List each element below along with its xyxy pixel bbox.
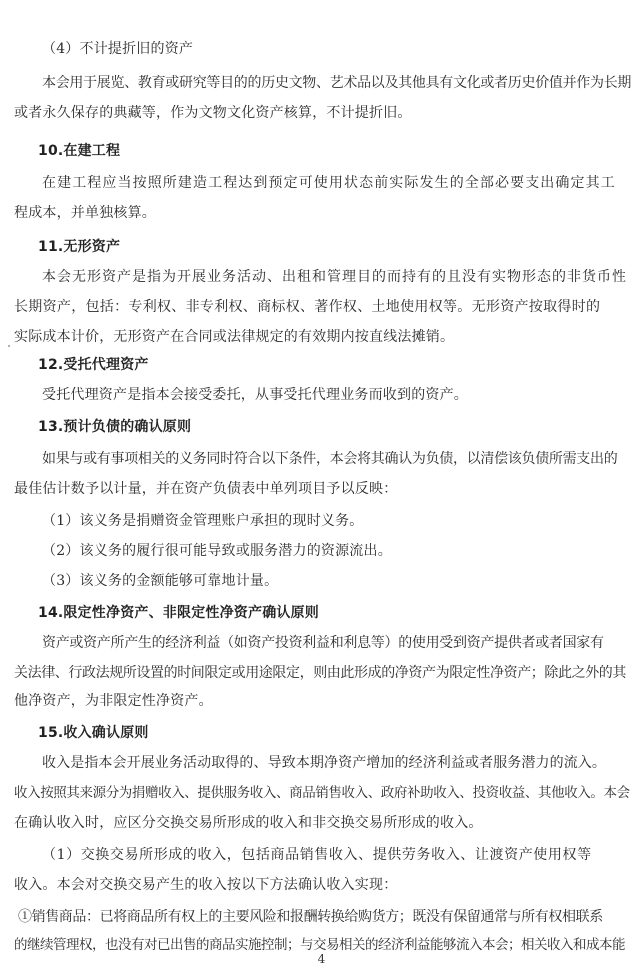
paragraph-line: 或者永久保存的典藏等，作为文物文化资产核算，不计提折旧。: [14, 105, 412, 121]
paragraph-line: 如果与或有事项相关的义务同时符合以下条件，本会将其确认为负债，以清偿该负债所需支出的: [42, 451, 618, 467]
paragraph-line: 实际成本计价，无形资产在合同或法律规定的有效期内按直线法摊销。: [14, 329, 455, 345]
list-item: ①销售商品：已将商品所有权上的主要风险和报酬转换给购货方；既没有保留通常与所有权相联系: [18, 909, 603, 925]
paragraph-line: 在建工程应当按照所建造工程达到预定可使用状态前实际发生的全部必要支出确定其工: [42, 175, 616, 191]
scan-mark: [8, 345, 10, 347]
paragraph-line: 资产或资产所产生的经济利益（如资产投资利益和利息等）的使用受到资产提供者或者国家有: [42, 635, 604, 651]
paragraph-line: 关法律、行政法规所设置的时间限定或用途限定，则由此形成的净资产为限定性净资产；除此之外的其: [14, 665, 626, 681]
paragraph-line: 他净资产，为非限定性净资产。: [14, 693, 213, 709]
paragraph-line: 的继续管理权，也没有对已出售的商品实施控制；与交易相关的经济利益能够流入本会；相关收入和成本能: [14, 937, 625, 953]
paragraph-line: 收入按照其来源分为捐赠收入、提供服务收入、商品销售收入、政府补助收入、投资收益、其他收入。本会: [14, 785, 630, 801]
paragraph-line: 在确认收入时，应区分交换交易所形成的收入和非交换交易所形成的收入。: [14, 815, 483, 831]
list-item: （3）该义务的金额能够可靠地计量。: [42, 573, 279, 589]
section-heading-14: 14.限定性净资产、非限定性净资产确认原则: [38, 605, 319, 621]
section-heading-10: 10.在建工程: [38, 143, 121, 159]
paragraph-line: 受托代理资产是指本会接受委托，从事受托代理业务而收到的资产。: [42, 387, 468, 403]
paragraph-line: 收入。本会对交换交易产生的收入按以下方法确认收入实现：: [14, 877, 398, 893]
paragraph-line: 本会用于展览、教育或研究等目的的历史文物、艺术品以及其他具有文化或者历史价值并作为长期: [42, 75, 632, 91]
paragraph-line: 本会无形资产是指为开展业务活动、出租和管理目的而持有的且没有实物形态的非货币性: [42, 269, 627, 285]
item-4-heading: （4）不计提折旧的资产: [42, 41, 194, 57]
list-item: （1）交换交易所形成的收入，包括商品销售收入、提供劳务收入、让渡资产使用权等: [42, 847, 592, 863]
list-item: （2）该义务的履行很可能导致或服务潜力的资源流出。: [42, 543, 392, 559]
paragraph-line: 程成本，并单独核算。: [14, 205, 156, 221]
list-item: （1）该义务是捐赠资金管理账户承担的现时义务。: [42, 513, 364, 529]
section-heading-15: 15.收入确认原则: [38, 725, 149, 741]
section-heading-11: 11.无形资产: [38, 239, 121, 255]
paragraph-line: 收入是指本会开展业务活动取得的、导致本期净资产增加的经济利益或者服务潜力的流入。: [42, 755, 606, 771]
paragraph-line: 长期资产，包括：专利权、非专利权、商标权、著作权、土地使用权等。无形资产按取得时的: [14, 299, 601, 315]
paragraph-line: 最佳估计数予以计量，并在资产负债表中单列项目予以反映：: [14, 481, 398, 497]
page-number: 4: [317, 952, 326, 966]
section-heading-13: 13.预计负债的确认原则: [38, 419, 192, 435]
section-heading-12: 12.受托代理资产: [38, 357, 149, 373]
